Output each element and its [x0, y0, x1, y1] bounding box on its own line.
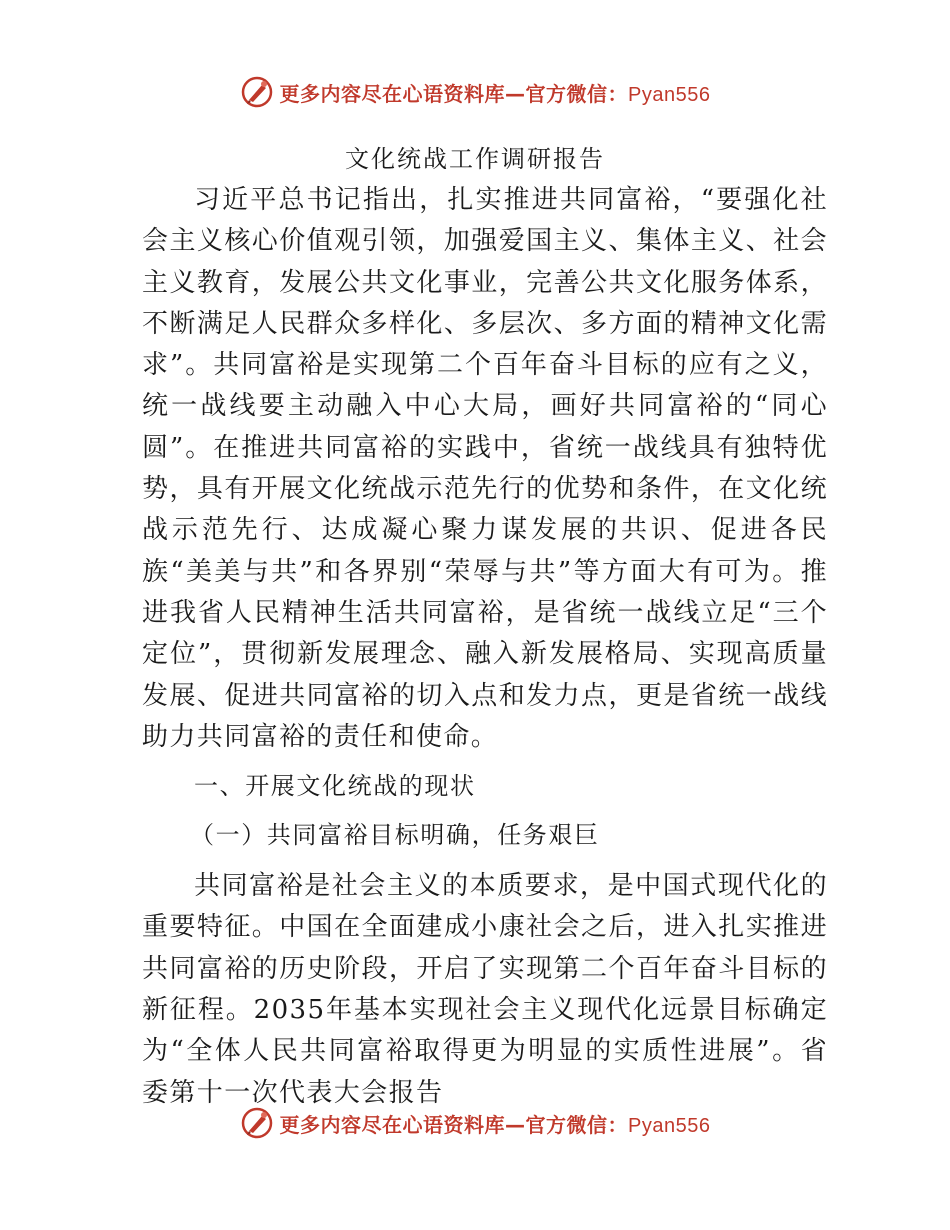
section-heading: 一、开展文化统战的现状	[194, 772, 476, 801]
watermark-footer	[0, 1101, 950, 1145]
document-body	[142, 180, 828, 1114]
watermark-cn: 更多内容尽在心语资料库—官方微信：	[279, 1112, 629, 1137]
pen-logo-icon	[240, 1106, 274, 1140]
pen-logo-icon	[240, 75, 274, 109]
watermark-text	[280, 1109, 711, 1138]
section-subheading: （一）共同富裕目标明确，任务艰巨	[190, 821, 600, 850]
section-paragraph: 共同富裕是社会主义的本质要求，是中国式现代化的重要特征。中国在全面建成小康社会之后，进入扎实推进共同富裕的历史阶段，开启了实现第二个百年奋斗目标的新征程。2035年基本实现社会主义现代化远景目标确定为“全体人民共同富裕取得更为明显的实质性进展”。省委第十一次代表大会报告	[142, 871, 828, 1108]
watermark-text	[280, 78, 711, 107]
watermark-wechat-id: Pyan556	[628, 83, 711, 106]
watermark-header	[0, 70, 950, 114]
watermark-wechat-id: Pyan556	[628, 1114, 711, 1137]
document-title: 文化统战工作调研报告	[345, 145, 605, 173]
watermark-cn: 更多内容尽在心语资料库—官方微信：	[279, 81, 629, 106]
intro-paragraph: 习近平总书记指出，扎实推进共同富裕，“要强化社会主义核心价值观引领，加强爱国主义、集体主义、社会主义教育，发展公共文化事业，完善公共文化服务体系，不断满足人民群众多样化、多层次、多方面的精神文化需求”。共同富裕是实现第二个百年奋斗目标的应有之义，统一战线要主动融入中心大局，画好共同富裕的“同心圆”。在推进共同富裕的实践中，省统一战线具有独特优势，具有开展文化统战示范先行的优势和条件，在文化统战示范先行、达成凝心聚力谋发展的共识、促进各民族“美美与共”和各界别“荣辱与共”等方面大有可为。推进我省人民精神生活共同富裕，是省统一战线立足“三个定位”，贯彻新发展理念、融入新发展格局、实现高质量发展、促进共同富裕的切入点和发力点，更是省统一战线助力共同富裕的责任和使命。	[142, 185, 828, 752]
